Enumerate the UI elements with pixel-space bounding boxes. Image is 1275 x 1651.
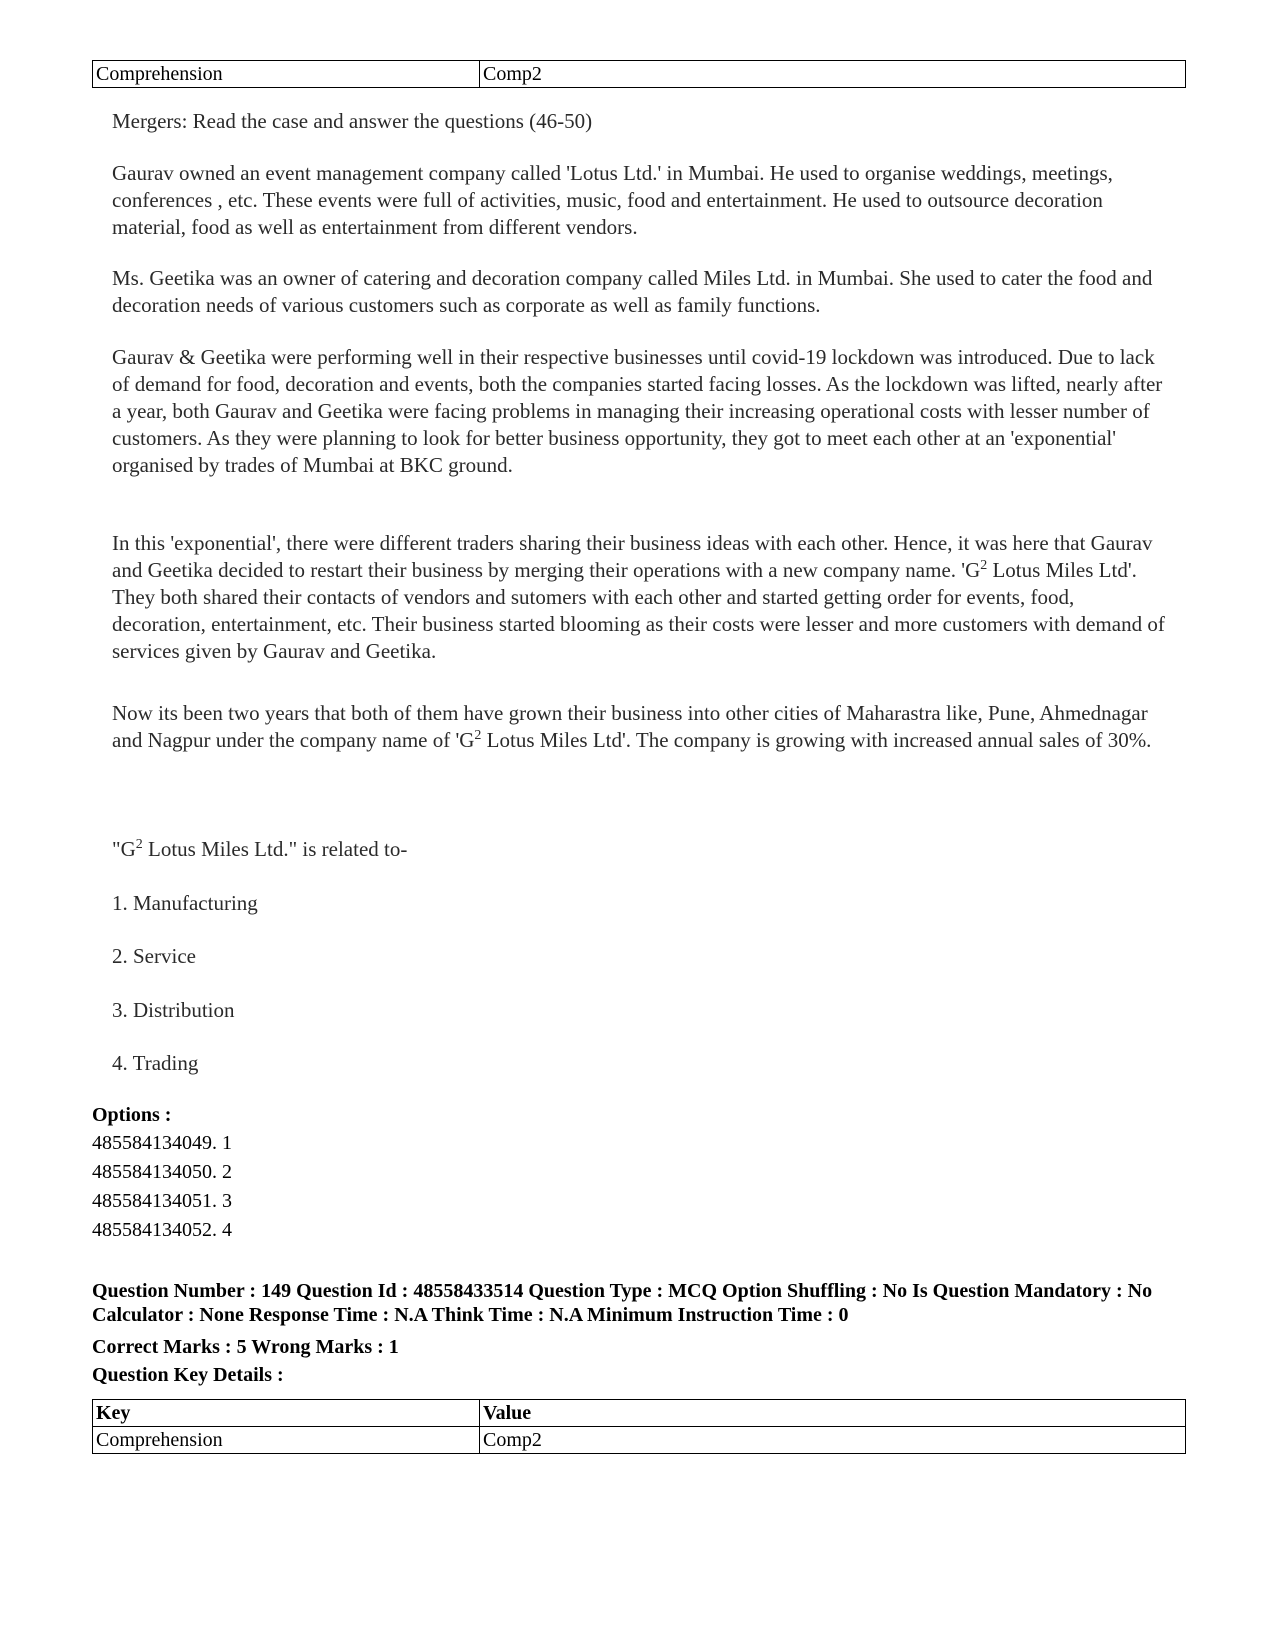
question-choice: 2. Service	[112, 944, 196, 968]
question-choice: 4. Trading	[112, 1051, 199, 1075]
text-segment: "G	[112, 837, 136, 861]
text-segment: Now its been two years that both of them have grown their business into other cities of Maharastra like, Pune, Ahmednagar and Nagpur under the company name of 'G	[112, 701, 1148, 752]
table-cell-value: Comp2	[480, 61, 1186, 88]
superscript: 2	[474, 728, 482, 743]
question-choice: 3. Distribution	[112, 998, 235, 1022]
option-item: 485584134051. 3	[92, 1190, 232, 1212]
option-item: 485584134052. 4	[92, 1219, 232, 1241]
case-paragraph: Gaurav & Geetika were performing well in their respective businesses until covid-19 lockdown was introduced. Due to lack of demand for food, decoration and events, both the companies started facing losses. As the lockdown was lifted, nearly after a year, both Gaurav and Geetika were facing problems in managing their increasing operational costs with lesser number of customers. As they were planning to look for better business opportunity, they got to meet each other at an 'exponential' organised by trades of Mumbai at BKC ground.	[112, 345, 1163, 477]
table-cell-key: Comprehension	[93, 1427, 480, 1454]
text-segment: In this 'exponential', there were different traders sharing their business ideas with each other. Hence, it was here that Gaurav and Geetika decided to restart their business by merging their operations with a new company name. 'G	[112, 531, 1153, 582]
marks-info: Correct Marks : 5 Wrong Marks : 1	[92, 1336, 399, 1358]
question-choice: 1. Manufacturing	[112, 891, 258, 915]
question-metadata: Question Number : 149 Question Id : 48558433514 Question Type : MCQ Option Shuffling : No Is Question Mandatory : No Calculator : None Response Time : N.A Think Time : N.A Minimum Instruction Time : 0	[92, 1280, 1153, 1326]
text-segment: Lotus Miles Ltd'. They both shared their contacts of vendors and sutomers with each other and started getting order for events, food, decoration, entertainment, etc. Their business started blooming as their costs were lesser and more customers with demand of services given by Gaurav and Geetika.	[112, 558, 1165, 663]
options-label: Options :	[92, 1104, 172, 1126]
option-item: 485584134049. 1	[92, 1132, 232, 1154]
table-header-row	[93, 1400, 1186, 1427]
table-row	[93, 1427, 1186, 1454]
comprehension-table	[92, 60, 1186, 88]
table-cell-key: Comprehension	[93, 61, 480, 88]
case-paragraph	[112, 530, 1172, 665]
superscript: 2	[980, 558, 988, 573]
table-cell-value: Comp2	[480, 1427, 1186, 1454]
table-row	[93, 61, 1186, 88]
table-header-key: Key	[93, 1400, 480, 1427]
case-paragraph	[112, 700, 1172, 754]
case-paragraph: Ms. Geetika was an owner of catering and decoration company called Miles Ltd. in Mumbai. She used to cater the food and decoration needs of various customers such as corporate as well as family functions.	[112, 266, 1153, 317]
key-details-label: Question Key Details :	[92, 1364, 284, 1386]
superscript: 2	[135, 837, 143, 852]
case-heading: Mergers: Read the case and answer the questions (46-50)	[112, 109, 593, 133]
question-key-table	[92, 1399, 1186, 1454]
question-stem	[112, 836, 1172, 863]
table-header-value: Value	[480, 1400, 1186, 1427]
text-segment: Lotus Miles Ltd." is related to-	[142, 837, 408, 861]
case-paragraph: Gaurav owned an event management company called 'Lotus Ltd.' in Mumbai. He used to organise weddings, meetings, conferences , etc. These events were full of activities, music, food and entertainment. He used to outsource decoration material, food as well as entertainment from different vendors.	[112, 161, 1113, 239]
option-item: 485584134050. 2	[92, 1161, 232, 1183]
text-segment: Lotus Miles Ltd'. The company is growing with increased annual sales of 30%.	[481, 728, 1152, 752]
